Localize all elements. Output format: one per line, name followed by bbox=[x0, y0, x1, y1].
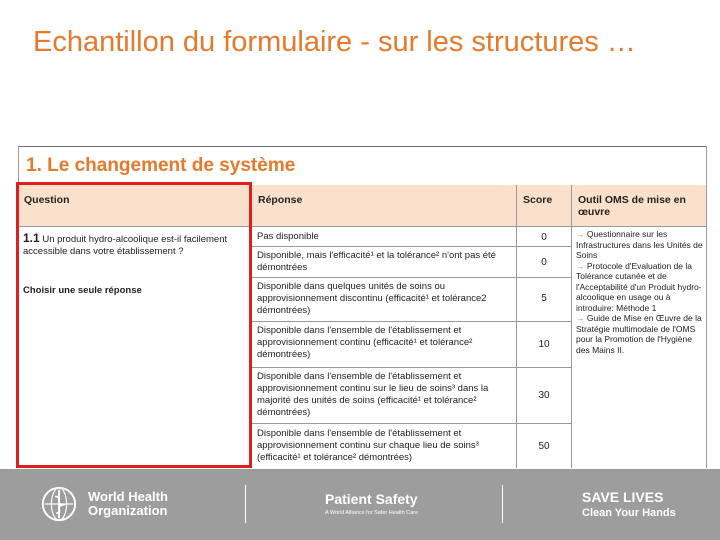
arrow-right-icon: → bbox=[576, 260, 585, 271]
slide-title: Echantillon du formulaire - sur les structures … bbox=[33, 26, 636, 58]
header-score: Score bbox=[517, 185, 571, 226]
score-value: 5 bbox=[541, 293, 547, 304]
grid-line bbox=[571, 185, 572, 468]
footer-divider bbox=[502, 485, 503, 523]
section-heading: 1. Le changement de système bbox=[18, 146, 706, 178]
score-value: 50 bbox=[538, 441, 550, 452]
tool-item[interactable]: → Questionnaire sur les Infrastructures dans les Unités de Soins bbox=[576, 229, 703, 260]
header-response: Réponse bbox=[252, 185, 516, 226]
response-option: Disponible, mais l'efficacité¹ et la tolérance² n'ont pas été démontrées bbox=[257, 250, 496, 273]
patient-safety-tagline: A World Alliance for Safer Health Care bbox=[325, 510, 419, 516]
arrow-right-icon: → bbox=[576, 313, 585, 323]
response-option: Disponible dans l'ensemble de l'établissement et approvisionnement continu sur chaque lieu de soins³ (efficacité¹ et tolérance² démontrées) bbox=[257, 428, 479, 463]
score-value: 0 bbox=[541, 232, 547, 243]
tool-item[interactable]: → Guide de Mise en Œuvre de la Stratégie multimodale de l'OMS pour la Promotion de l'Hygiène des Mains II. bbox=[576, 313, 702, 355]
clean-hands-tagline: Clean Your Hands bbox=[582, 507, 676, 519]
grid-line bbox=[252, 277, 572, 278]
grid-line bbox=[252, 423, 572, 424]
score-value: 30 bbox=[538, 390, 550, 401]
header-tool: Outil OMS de mise en œuvre bbox=[572, 185, 706, 226]
grid-line bbox=[516, 185, 517, 468]
arrow-right-icon: → bbox=[576, 229, 585, 239]
question-text: Un produit hydro-alcoolique est-il facilement accessible dans votre établissement ? bbox=[23, 234, 228, 257]
question-instruction: Choisir une seule réponse bbox=[23, 285, 142, 296]
tool-item[interactable]: → Protocole d'Evaluation de la Tolérance cutanée et de l'Acceptabilité d'un Produit hydro-alcoolique en usage ou à introduire: Méthode 1 bbox=[576, 260, 702, 313]
who-wordmark: World Health Organization bbox=[88, 489, 168, 518]
patient-safety-title: Patient Safety bbox=[325, 491, 418, 507]
response-option: Pas disponible bbox=[257, 231, 319, 242]
footer-bar bbox=[0, 469, 720, 540]
save-lives-title: SAVE LIVES bbox=[582, 489, 664, 505]
header-question: Question bbox=[18, 185, 251, 226]
response-option: Disponible dans l'ensemble de l'établissement et approvisionnement continu sur le lieu de soins³ dans la majorité des unités de soins (efficacité¹ et tolérance² démontrées) bbox=[257, 371, 489, 418]
highlight-box bbox=[16, 182, 252, 468]
response-option: Disponible dans quelques unités de soins ou approvisionnement discontinu (efficacité¹ et tolérance2 démontrées) bbox=[257, 281, 487, 316]
response-option: Disponible dans l'ensemble de l'établissement et approvisionnement continu (efficacité¹ et tolérance² démontrées) bbox=[257, 325, 473, 360]
tool-list bbox=[576, 229, 704, 355]
grid-line bbox=[706, 146, 707, 468]
grid-line bbox=[252, 246, 572, 247]
who-emblem-icon bbox=[40, 485, 78, 523]
footer-divider bbox=[245, 485, 246, 523]
score-value: 0 bbox=[541, 257, 547, 268]
grid-line bbox=[252, 321, 572, 322]
grid-line bbox=[252, 367, 572, 368]
question-number: 1.1 bbox=[23, 231, 40, 245]
score-value: 10 bbox=[538, 339, 550, 350]
